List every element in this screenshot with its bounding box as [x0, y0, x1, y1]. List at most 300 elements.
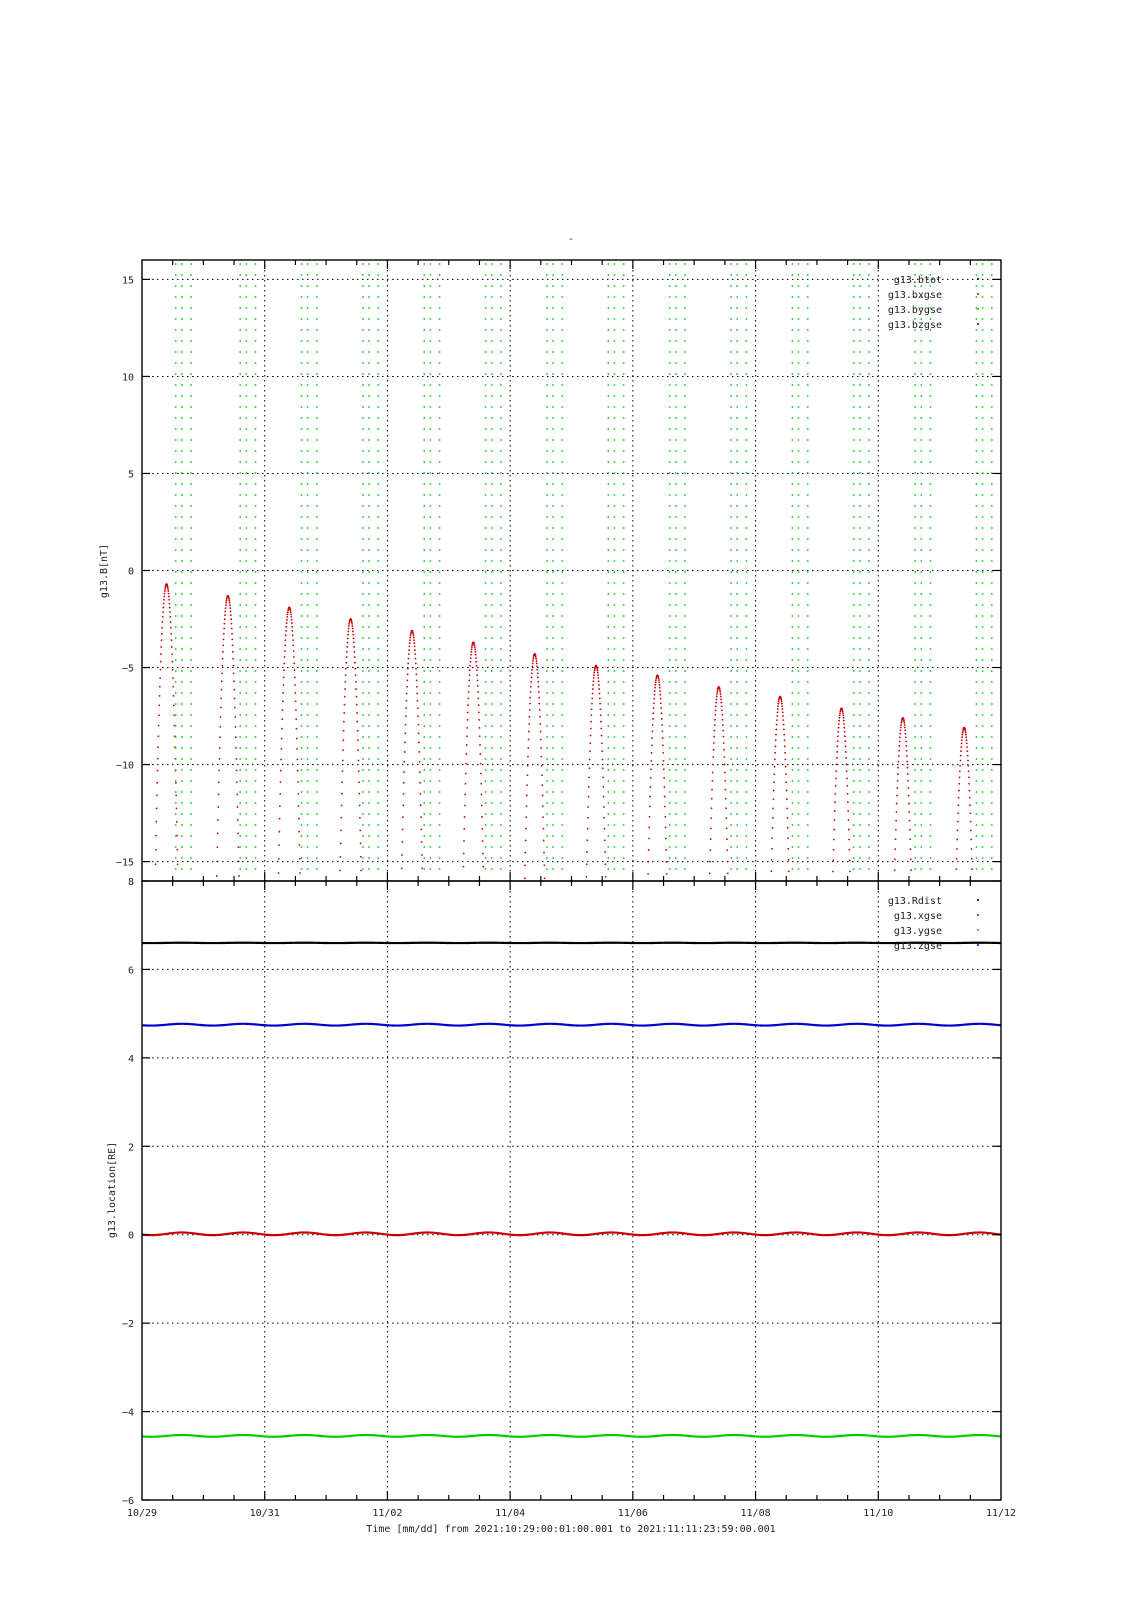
series-bygse-point [607, 417, 609, 419]
series-bygse-point [853, 307, 855, 309]
series-bygse-point [930, 626, 932, 628]
series-bygse-point [807, 725, 809, 727]
series-bygse-point [439, 362, 441, 364]
series-bxgse-point [352, 631, 354, 633]
series-bxgse-point [773, 790, 775, 792]
series-bygse-point [491, 846, 493, 848]
series-bygse-point [491, 703, 493, 705]
series-bygse-point [675, 329, 677, 331]
series-bxgse-point [353, 646, 355, 648]
series-bygse-point [181, 714, 183, 716]
series-bygse-point [429, 747, 431, 749]
series-bxgse-point [219, 736, 221, 738]
series-bygse-point [920, 494, 922, 496]
series-bxgse-point [343, 712, 345, 714]
series-bygse-point [190, 758, 192, 760]
series-bxgse-point [469, 674, 471, 676]
series-bygse-point [859, 516, 861, 518]
series-bygse-point [239, 769, 241, 771]
series-bygse-point [675, 406, 677, 408]
series-bygse-point [623, 560, 625, 562]
series-bxgse-point [719, 689, 721, 691]
series-bygse-point [552, 846, 554, 848]
series-bygse-point [859, 725, 861, 727]
series-bygse-point [255, 538, 257, 540]
series-bygse-point [736, 340, 738, 342]
series-bxgse-point [604, 828, 606, 830]
series-bygse-point [500, 769, 502, 771]
series-bygse-point [561, 615, 563, 617]
series-bygse-point [316, 857, 318, 859]
series-bygse-pass [429, 263, 431, 870]
series-bygse-point [301, 813, 303, 815]
series-bygse-point [807, 780, 809, 782]
series-bygse-point [362, 780, 364, 782]
series-bygse-point [675, 263, 677, 265]
series-bygse-point [991, 406, 993, 408]
series-bygse-point [982, 747, 984, 749]
series-bygse-point [429, 395, 431, 397]
series-bygse-point [798, 681, 800, 683]
series-bygse-point [500, 857, 502, 859]
series-bygse-point [745, 307, 747, 309]
series-bxgse-point [419, 771, 421, 773]
series-bxgse-point [774, 766, 776, 768]
series-bxgse-arch [339, 618, 362, 871]
series-bygse-point [377, 450, 379, 452]
series-bygse-point [377, 560, 379, 562]
series-bygse-point [807, 329, 809, 331]
series-bygse-point [546, 263, 548, 265]
series-bygse-point [439, 307, 441, 309]
series-bygse-point [614, 626, 616, 628]
series-bygse-point [684, 461, 686, 463]
series-bygse-point [736, 648, 738, 650]
series-bygse-point [859, 560, 861, 562]
series-bygse-point [976, 736, 978, 738]
series-bygse-point [920, 659, 922, 661]
series-bygse-point [976, 780, 978, 782]
series-bygse-point [245, 494, 247, 496]
series-bygse-point [914, 450, 916, 452]
series-bygse-point [982, 615, 984, 617]
series-bygse-point [853, 626, 855, 628]
series-bygse-point [429, 604, 431, 606]
series-bygse-point [914, 835, 916, 837]
series-bygse-point [429, 560, 431, 562]
series-bxgse-point [347, 642, 349, 644]
series-bygse-point [853, 263, 855, 265]
series-bygse-point [439, 835, 441, 837]
series-bygse-pass [301, 263, 303, 870]
series-bygse-point [439, 263, 441, 265]
series-bygse-point [607, 626, 609, 628]
series-bxgse-point [283, 669, 285, 671]
series-bygse-point [316, 659, 318, 661]
series-bygse-point [914, 868, 916, 870]
series-bygse-point [853, 472, 855, 474]
series-bygse-point [175, 791, 177, 793]
series-bxgse-point [835, 777, 837, 779]
series-bygse-point [745, 505, 747, 507]
series-bygse-point [982, 549, 984, 551]
series-bygse-point [190, 736, 192, 738]
series-bygse-point [868, 868, 870, 870]
series-bygse-point [301, 615, 303, 617]
series-bygse-point [485, 406, 487, 408]
series-bxgse-point [649, 796, 651, 798]
series-bygse-point [429, 384, 431, 386]
series-bygse-point [423, 285, 425, 287]
series-bygse-point [745, 406, 747, 408]
series-bxgse-point [587, 828, 589, 830]
series-bxgse-point [722, 719, 724, 721]
series-bygse-point [791, 582, 793, 584]
series-bygse-point [255, 703, 257, 705]
series-bygse-point [245, 417, 247, 419]
series-bygse-point [245, 648, 247, 650]
series-bygse-point [930, 835, 932, 837]
series-bygse-point [377, 615, 379, 617]
series-bygse-point [614, 802, 616, 804]
series-bxgse-point [542, 805, 544, 807]
series-bxgse-arch [401, 630, 423, 870]
series-bygse-point [930, 857, 932, 859]
series-bxgse-point [526, 805, 528, 807]
series-bxgse-point [652, 724, 654, 726]
series-bygse-point [745, 384, 747, 386]
series-bygse-point [853, 868, 855, 870]
series-bygse-point [853, 428, 855, 430]
series-bxgse-point [415, 668, 417, 670]
series-bygse-point [181, 461, 183, 463]
series-bygse-point [798, 736, 800, 738]
series-bygse-point [736, 560, 738, 562]
series-bxgse-point [296, 738, 298, 740]
series-bygse-point [791, 725, 793, 727]
series-bygse-point [914, 604, 916, 606]
series-bygse-point [991, 285, 993, 287]
series-bygse-point [730, 670, 732, 672]
series-bxgse-point [966, 739, 968, 741]
series-bygse-point [976, 571, 978, 573]
series-bxgse-point [352, 634, 354, 636]
series-bygse-point [623, 780, 625, 782]
series-bygse-pass [552, 263, 554, 870]
series-bygse-point [552, 681, 554, 683]
series-bygse-point [791, 494, 793, 496]
series-bygse-point [362, 417, 364, 419]
series-bygse-point [730, 461, 732, 463]
series-bygse-point [675, 494, 677, 496]
series-bygse-point [175, 835, 177, 837]
series-bygse-point [614, 505, 616, 507]
series-bygse-point [675, 725, 677, 727]
series-bxgse-point [604, 863, 606, 865]
series-bygse-point [429, 263, 431, 265]
series-bygse-point [423, 769, 425, 771]
series-bygse-point [623, 736, 625, 738]
series-bygse-point [675, 296, 677, 298]
series-bygse-point [491, 296, 493, 298]
series-bygse-point [982, 439, 984, 441]
series-bygse-point [423, 582, 425, 584]
series-bygse-point [791, 692, 793, 694]
series-bygse-point [377, 703, 379, 705]
series-bygse-point [368, 758, 370, 760]
series-bygse-pass [859, 263, 861, 870]
series-bxgse-point [713, 736, 715, 738]
series-bygse-point [991, 538, 993, 540]
series-bygse-point [669, 560, 671, 562]
series-bygse-point [868, 780, 870, 782]
series-bxgse-point [417, 724, 419, 726]
series-bygse-point [500, 725, 502, 727]
series-bxgse-point [465, 783, 467, 785]
series-bxgse-point [219, 747, 221, 749]
series-bygse-point [607, 637, 609, 639]
series-bygse-point [377, 868, 379, 870]
series-bxgse-point [175, 782, 177, 784]
series-bygse-point [546, 505, 548, 507]
series-bygse-point [561, 835, 563, 837]
series-bxgse-point [531, 665, 533, 667]
series-ygse-line [142, 1435, 1001, 1437]
panel-b-y-tick-labels [116, 275, 134, 868]
series-bygse-point [316, 461, 318, 463]
series-bygse-point [245, 802, 247, 804]
series-bygse-point [736, 296, 738, 298]
series-bygse-point [491, 659, 493, 661]
series-bygse-point [175, 384, 177, 386]
series-bygse-point [798, 791, 800, 793]
series-bygse-point [307, 604, 309, 606]
series-bxgse-point [725, 807, 727, 809]
series-bygse-point [245, 758, 247, 760]
series-bygse-point [930, 659, 932, 661]
series-bxgse-point [293, 663, 295, 665]
series-bygse-point [316, 351, 318, 353]
series-bygse-point [859, 538, 861, 540]
series-bxgse-arch [524, 653, 546, 879]
series-bygse-point [982, 395, 984, 397]
series-bxgse-point [232, 645, 234, 647]
series-bygse-point [307, 758, 309, 760]
series-bygse-point [377, 296, 379, 298]
series-bygse-point [368, 868, 370, 870]
series-bygse-point [859, 373, 861, 375]
series-bygse-point [982, 582, 984, 584]
series-bygse-point [798, 758, 800, 760]
series-bxgse-point [959, 770, 961, 772]
series-bygse-point [914, 351, 916, 353]
series-bxgse-point [233, 665, 235, 667]
series-bygse-point [546, 813, 548, 815]
series-bxgse-point [906, 761, 908, 763]
series-bygse-point [245, 571, 247, 573]
series-bygse-point [730, 318, 732, 320]
series-bygse-point [245, 395, 247, 397]
series-bxgse-point [894, 859, 896, 861]
series-bygse-point [853, 538, 855, 540]
series-bygse-point [745, 736, 747, 738]
series-bygse-point [245, 659, 247, 661]
series-bxgse-point [223, 633, 225, 635]
series-bygse-point [485, 329, 487, 331]
series-bygse-pass [255, 263, 257, 870]
series-bygse-point [301, 373, 303, 375]
series-bxgse-point [406, 693, 408, 695]
series-bygse-point [607, 692, 609, 694]
series-bygse-point [181, 549, 183, 551]
series-bxgse-point [971, 868, 973, 870]
series-bxgse-point [477, 697, 479, 699]
series-bygse-point [976, 835, 978, 837]
series-bxgse-point [788, 870, 790, 872]
series-bygse-point [675, 417, 677, 419]
series-bygse-point [675, 714, 677, 716]
series-bygse-point [868, 571, 870, 573]
series-bygse-point [316, 670, 318, 672]
series-bygse-point [791, 747, 793, 749]
series-bxgse-point [603, 796, 605, 798]
series-bygse-point [255, 417, 257, 419]
series-bxgse-point [898, 750, 900, 752]
series-bygse-point [623, 450, 625, 452]
series-bygse-point [868, 362, 870, 364]
series-bxgse-point [536, 660, 538, 662]
series-bygse-point [684, 582, 686, 584]
series-bxgse-point [471, 648, 473, 650]
series-bygse-point [368, 439, 370, 441]
series-bygse-point [245, 450, 247, 452]
series-bygse-point [684, 659, 686, 661]
series-bygse-point [301, 560, 303, 562]
series-bxgse-point [467, 697, 469, 699]
series-bygse-point [982, 626, 984, 628]
series-bygse-point [791, 472, 793, 474]
series-bygse-point [982, 340, 984, 342]
series-bygse-point [239, 659, 241, 661]
series-bygse-point [859, 461, 861, 463]
series-bxgse-point [356, 704, 358, 706]
series-bygse-point [181, 439, 183, 441]
series-bygse-point [181, 703, 183, 705]
series-bxgse-point [593, 677, 595, 679]
series-bxgse-point [222, 651, 224, 653]
series-bygse-point [853, 560, 855, 562]
series-bxgse-point [713, 742, 715, 744]
series-bygse-point [491, 857, 493, 859]
series-bxgse-point [470, 657, 472, 659]
series-bygse-point [362, 659, 364, 661]
series-bygse-point [798, 648, 800, 650]
series-bygse-point [377, 494, 379, 496]
series-bygse-point [976, 758, 978, 760]
series-bygse-point [239, 692, 241, 694]
series-bygse-point [552, 439, 554, 441]
series-bygse-point [920, 362, 922, 364]
series-bygse-point [607, 560, 609, 562]
series-bygse-point [245, 351, 247, 353]
series-bxgse-point [723, 756, 725, 758]
series-bygse-point [920, 725, 922, 727]
series-bxgse-point [957, 804, 959, 806]
series-bxgse-point [474, 645, 476, 647]
series-bxgse-point [286, 616, 288, 618]
series-bygse-point [920, 406, 922, 408]
series-bygse-point [684, 681, 686, 683]
series-bxgse-point [160, 653, 162, 655]
series-bygse-point [316, 747, 318, 749]
series-bygse-point [791, 604, 793, 606]
series-bygse-point [684, 758, 686, 760]
series-bxgse-point [167, 586, 169, 588]
series-bygse-point [423, 659, 425, 661]
series-bygse-point [552, 868, 554, 870]
series-bygse-point [485, 472, 487, 474]
series-bygse-point [859, 615, 861, 617]
series-bygse-point [190, 494, 192, 496]
series-bygse-point [301, 362, 303, 364]
legend-label-bygse: g13.bygse [887, 305, 942, 316]
series-bygse-point [316, 604, 318, 606]
series-bygse-point [316, 472, 318, 474]
series-bxgse-point [357, 739, 359, 741]
series-bygse-point [377, 736, 379, 738]
series-bygse-point [561, 692, 563, 694]
series-bxgse-point [237, 846, 239, 848]
series-bygse-point [316, 428, 318, 430]
y-tick-label: −4 [121, 1407, 134, 1419]
series-bxgse-point [773, 798, 775, 800]
series-bygse-point [736, 516, 738, 518]
series-bygse-point [307, 582, 309, 584]
series-bygse-point [859, 417, 861, 419]
series-bxgse-point [709, 861, 711, 863]
series-bygse-point [429, 780, 431, 782]
series-bygse-point [429, 736, 431, 738]
series-bygse-point [561, 450, 563, 452]
series-bygse-point [561, 406, 563, 408]
series-bxgse-point [845, 757, 847, 759]
series-bygse-point [485, 593, 487, 595]
series-bygse-point [730, 340, 732, 342]
series-bygse-point [914, 362, 916, 364]
series-bygse-point [175, 736, 177, 738]
series-bygse-point [316, 692, 318, 694]
series-bygse-point [239, 461, 241, 463]
series-bxgse-point [665, 849, 667, 851]
series-bygse-point [500, 758, 502, 760]
y-tick-label: −6 [121, 1496, 134, 1507]
series-bygse-point [914, 637, 916, 639]
series-bygse-point [377, 483, 379, 485]
legend-label-bzgse: g13.bzgse [887, 320, 942, 331]
series-bygse-point [307, 560, 309, 562]
series-bygse-point [546, 538, 548, 540]
series-bxgse-point [278, 844, 280, 846]
series-bygse-point [675, 450, 677, 452]
series-bxgse-point [232, 651, 234, 653]
series-bygse-point [798, 769, 800, 771]
series-bygse-point [491, 472, 493, 474]
series-bxgse-point [218, 769, 220, 771]
series-bygse-point [868, 296, 870, 298]
series-bygse-point [684, 857, 686, 859]
series-bxgse-point [421, 841, 423, 843]
series-bygse-point [807, 626, 809, 628]
